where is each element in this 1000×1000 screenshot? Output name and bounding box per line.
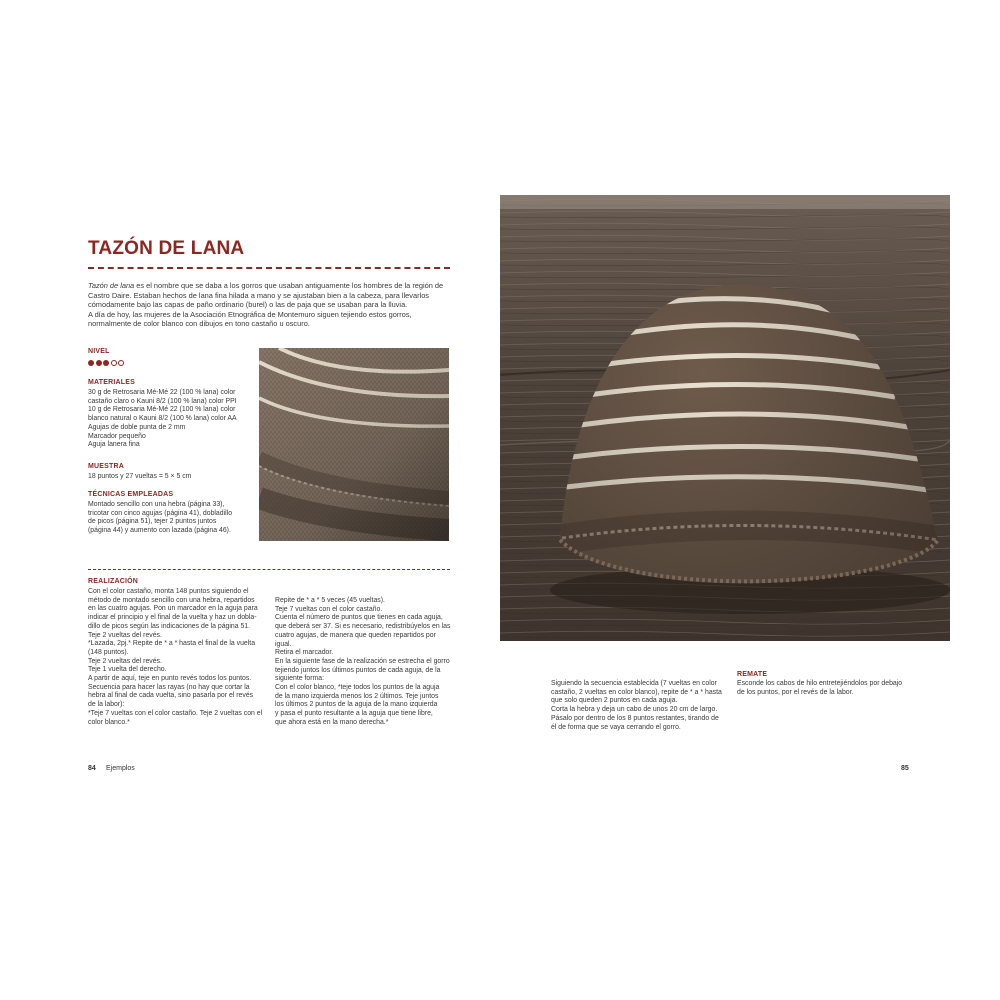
level-dot-filled — [103, 360, 109, 366]
continuation-line: castaño, 2 vueltas en color blanco), repite de * a * hasta — [551, 688, 722, 696]
realizacion-line: cuatro agujas, de manera que queden repartidos por — [275, 631, 436, 639]
nivel-rating — [88, 360, 124, 366]
realizacion-line: Retira el marcador. — [275, 649, 334, 657]
page-number-left: 84 — [88, 765, 96, 772]
remate-line: Esconde los cabos de hilo entretejiéndolos por debajo — [737, 680, 903, 687]
tecnicas-list — [88, 501, 256, 536]
realizacion-line: (148 puntos). — [88, 648, 129, 656]
materiales-list — [88, 389, 256, 450]
realizacion-line: Con el color blanco, *teje todos los puntos de la aguja — [275, 684, 440, 692]
realizacion-line: en las cuatro agujas. Pon un marcador en la aguja para — [88, 605, 258, 613]
realizacion-line: Teje 7 vueltas con el color castaño. — [275, 605, 383, 613]
realizacion-line: *Lazada, 2pj.* Repite de * a * hasta el final de la vuelta — [88, 640, 256, 648]
knit-detail-photo — [259, 348, 449, 541]
realizacion-line: color blanco.* — [88, 718, 130, 726]
muestra-heading: MUESTRA — [88, 463, 125, 470]
realizacion-line: Cuenta el número de puntos que tienes en cada aguja, — [275, 614, 443, 622]
page-number-right: 85 — [901, 765, 909, 772]
continuation-line: Corta la hebra y deja un cabo de unos 20 cm de largo. — [551, 706, 718, 714]
realizacion-line: y pasa el punto resultante a la aguja que tiene libre, — [275, 710, 433, 718]
continuation-line: él de forma que se vaya cerrando el gorro. — [551, 723, 681, 731]
intro-paragraph — [88, 281, 450, 329]
level-dot-empty — [111, 360, 117, 366]
continuation-line: Pásalo por dentro de los 8 puntos restantes, tirando de — [551, 714, 719, 722]
hat-image — [500, 195, 950, 641]
materiales-line: Aguja lanera fina — [88, 441, 140, 449]
realizacion-dashed-rule — [88, 569, 450, 570]
realizacion-line: Teje 2 vueltas del revés. — [88, 631, 162, 639]
realizacion-line: Secuencia para hacer las rayas (no hay que cortar la — [88, 683, 250, 691]
level-dot-empty — [118, 360, 124, 366]
realizacion-line: que deberá ser 37. Si es necesario, redistribúyelos en las — [275, 623, 451, 631]
continuation-line: que solo queden 2 puntos en cada aguja. — [551, 697, 678, 705]
realizacion-line: En la siguiente fase de la realización se estrecha el gorro — [275, 657, 450, 665]
realizacion-line: de la mano izquierda menos los 2 últimos. Teje juntos — [275, 692, 439, 700]
page-title: TAZÓN DE LANA — [88, 238, 245, 259]
remate-text — [737, 680, 917, 697]
tecnicas-line: de picos (página 51), tejer 2 puntos juntos — [88, 518, 217, 526]
title-dashed-rule — [88, 267, 450, 269]
footer-section-title: Ejemplos — [106, 765, 135, 772]
realizacion-line: indicar el principio y el final de la vuelta y haz un dobla- — [88, 614, 257, 622]
realizacion-line: que ahora está en la mano derecha.* — [275, 718, 389, 726]
remate-heading: REMATE — [737, 671, 768, 678]
realizacion-line: dillo de picos según las indicaciones de la página 51. — [88, 622, 251, 630]
realizacion-line: Con el color castaño, monta 148 puntos siguiendo el — [88, 588, 249, 595]
knitted-hat-photo — [500, 195, 950, 641]
tecnicas-heading: TÉCNICAS EMPLEADAS — [88, 491, 174, 498]
realizacion-line: *Teje 7 vueltas con el color castaño. Teje 2 vueltas con el — [88, 709, 263, 717]
continuation-line: Siguiendo la secuencia establecida (7 vueltas en color — [551, 680, 717, 687]
materiales-line: 30 g de Retrosaria Mé-Mé 22 (100 % lana) color — [88, 389, 236, 396]
level-dot-filled — [96, 360, 102, 366]
tecnicas-line: Montado sencillo con una hebra (página 33), — [88, 501, 225, 508]
realizacion-line: A partir de aquí, teje en punto revés todos los puntos. — [88, 675, 252, 683]
realizacion-line: de la labor): — [88, 701, 125, 709]
realizacion-line: Teje 2 vueltas del revés. — [88, 657, 162, 665]
realizacion-line: Repite de * a * 5 veces (45 vueltas). — [275, 597, 385, 604]
realizacion-line: siguiente forma: — [275, 675, 325, 683]
realizacion-line: Teje 1 vuelta del derecho. — [88, 666, 167, 674]
materiales-heading: MATERIALES — [88, 379, 135, 386]
muestra-text: 18 puntos y 27 vueltas = 5 × 5 cm — [88, 473, 192, 480]
intro-rest: es el nombre que se daba a los gorros que usaban antiguamente los hombres de la región de Castro Daire. Estaban hechos de lana fina hilada a mano y se ajustaban bien a la cabeza, para llevarlos cómodamente bajo las capas de paño ordinario (burel) o las de paja que se usaban para la lluvia. — [88, 281, 444, 310]
materiales-line: 10 g de Retrosaria Mé-Mé 22 (100 % lana) color — [88, 406, 236, 414]
realizacion-line: igual. — [275, 640, 292, 648]
remate-line: de los puntos, por el revés de la labor. — [737, 688, 854, 696]
realizacion-line: método de montado sencillo con una hebra, repartidos — [88, 596, 255, 604]
materiales-line: Marcador pequeño — [88, 432, 146, 440]
continuation-text — [551, 680, 733, 732]
knit-detail-image — [259, 348, 449, 541]
materiales-line: Agujas de doble punta de 2 mm — [88, 423, 186, 431]
tecnicas-line: (página 44) y aumento con lazada (página 46). — [88, 527, 231, 535]
realizacion-col-2 — [275, 597, 453, 728]
level-dot-filled — [88, 360, 94, 366]
materiales-line: castaño claro o Kauni 8/2 (100 % lana) color PPI — [88, 397, 237, 405]
tecnicas-line: tricotar con cinco agujas (página 41), dobladillo — [88, 509, 233, 517]
intro-lead: Tazón de lana — [88, 281, 135, 290]
realizacion-line: hebra al final de cada vuelta, sino pasarla por el revés — [88, 692, 254, 700]
nivel-heading: NIVEL — [88, 348, 110, 355]
realizacion-col-1 — [88, 588, 270, 727]
realizacion-line: tejiendo juntos los últimos puntos de cada aguja, de la — [275, 666, 441, 674]
materiales-line: blanco natural o Kauni 8/2 (100 % lana) color AA — [88, 415, 237, 423]
realizacion-heading: REALIZACIÓN — [88, 578, 139, 585]
realizacion-line: los últimos 2 puntos de la aguja de la mano izquierda — [275, 701, 438, 709]
intro-paragraph-2: A día de hoy, las mujeres de la Asociación Etnográfica de Montemuro siguen tejiendo estos gorros, normalmente de color blanco con dibujos en tono castaño u oscuro. — [88, 309, 412, 329]
